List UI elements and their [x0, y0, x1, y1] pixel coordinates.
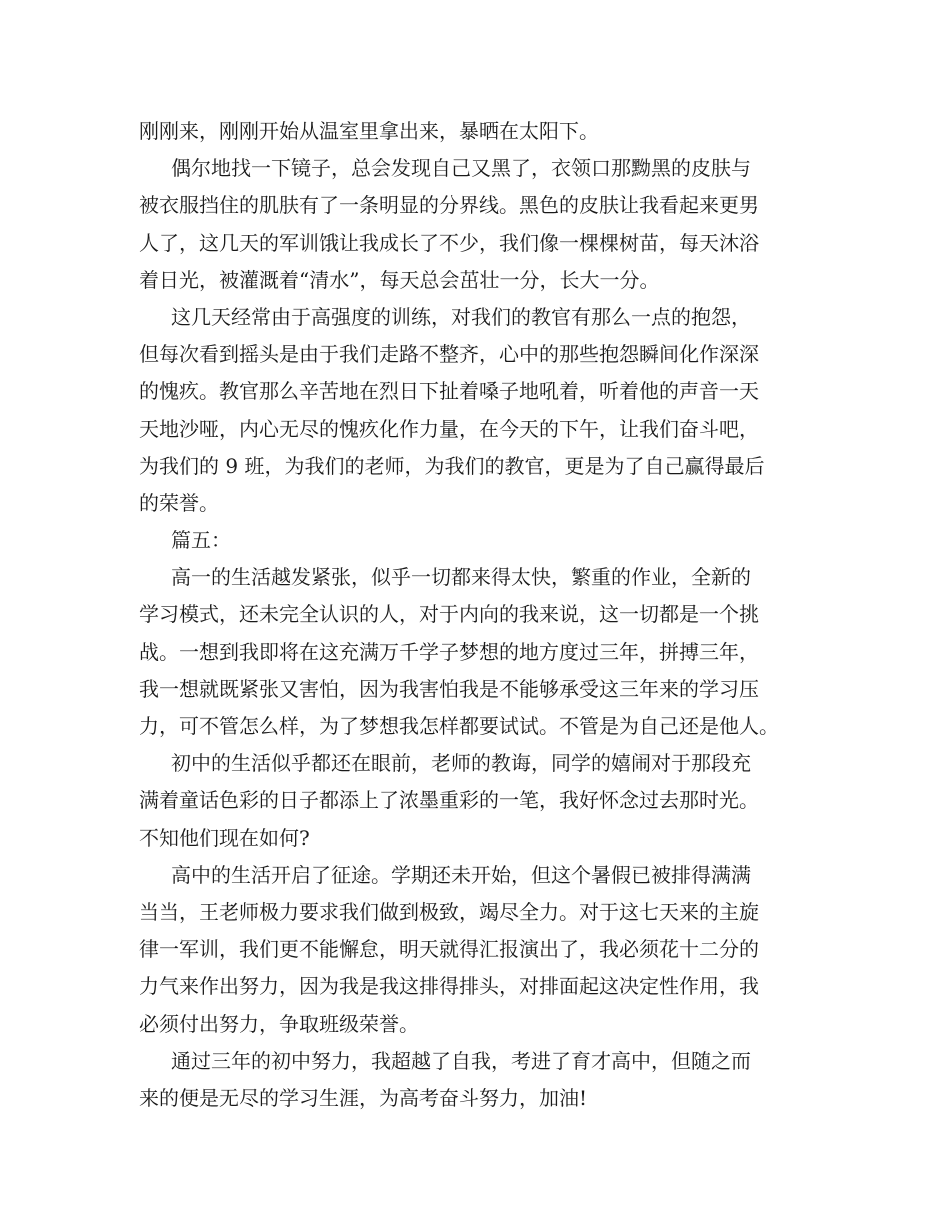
text-line: 力气来作出努力，因为我是我这排得排头，对排面起这决定性作用，我	[139, 974, 759, 999]
text-line: 律一军训，我们更不能懈怠，明天就得汇报演出了，我必须花十二分的	[139, 937, 759, 962]
text-line: 为我们的 9 班，为我们的老师，为我们的教官，更是为了自己赢得最后	[139, 453, 765, 478]
text-line: 学习模式，还未完全认识的人，对于内向的我来说，这一切都是一个挑	[139, 602, 759, 627]
document-body	[139, 113, 829, 1117]
text-line: 但每次看到摇头是由于我们走路不整齐，心中的那些抱怨瞬间化作深深	[139, 342, 759, 367]
text-line: 着日光，被灌溉着“清水”，每天总会茁壮一分，长大一分。	[139, 267, 660, 292]
text-line: 当当，王老师极力要求我们做到极致，竭尽全力。对于这七天来的主旋	[139, 899, 759, 924]
paragraph-first-line: 高一的生活越发紧张，似乎一切都来得太快，繁重的作业，全新的	[171, 565, 751, 590]
text-line: 刚刚来，刚刚开始从温室里拿出来，暴晒在太阳下。	[139, 119, 599, 143]
text-line: 满着童话色彩的日子都添上了浓墨重彩的一笔，我好怀念过去那时光。	[139, 788, 759, 813]
text-line: 我一想就既紧张又害怕，因为我害怕我是不能够承受这三年来的学习压	[139, 676, 759, 701]
paragraph-first-line: 高中的生活开启了征途。学期还未开始，但这个暑假已被排得满满	[171, 862, 751, 887]
paragraph-first-line: 初中的生活似乎都还在眼前，老师的教诲，同学的嬉闹对于那段充	[171, 751, 751, 776]
paragraph-first-line: 这几天经常由于高强度的训练，对我们的教官有那么一点的抱怨，	[171, 304, 751, 329]
text-line: 天地沙哑，内心无尽的愧疚化作力量，在今天的下午，让我们奋斗吧，	[139, 416, 759, 441]
text-line: 人了，这几天的军训饿让我成长了不少，我们像一棵棵树苗，每天沐浴	[139, 230, 759, 255]
text-line: 的愧疚。教官那么辛苦地在烈日下扯着嗓子地吼着，听着他的声音一天	[139, 379, 759, 404]
paragraph-first-line: 偶尔地找一下镜子，总会发现自己又黑了，衣领口那黝黑的皮肤与	[171, 156, 751, 181]
text-line: 的荣誉。	[139, 490, 219, 515]
text-line: 不知他们现在如何?	[139, 825, 310, 850]
paragraph-first-line: 通过三年的初中努力，我超越了自我，考进了育才高中，但随之而	[171, 1048, 751, 1073]
section-heading: 篇五：	[171, 528, 231, 553]
text-line: 战。一想到我即将在这充满万千学子梦想的地方度过三年，拼搏三年，	[139, 639, 759, 664]
text-line: 被衣服挡住的肌肤有了一条明显的分界线。黑色的皮肤让我看起来更男	[139, 193, 759, 218]
text-line: 来的便是无尽的学习生涯，为高考奋斗努力，加油!	[139, 1085, 588, 1110]
text-line: 必须付出努力，争取班级荣誉。	[139, 1011, 419, 1036]
text-line: 力，可不管怎么样，为了梦想我怎样都要试试。不管是为自己还是他人。	[139, 714, 779, 738]
